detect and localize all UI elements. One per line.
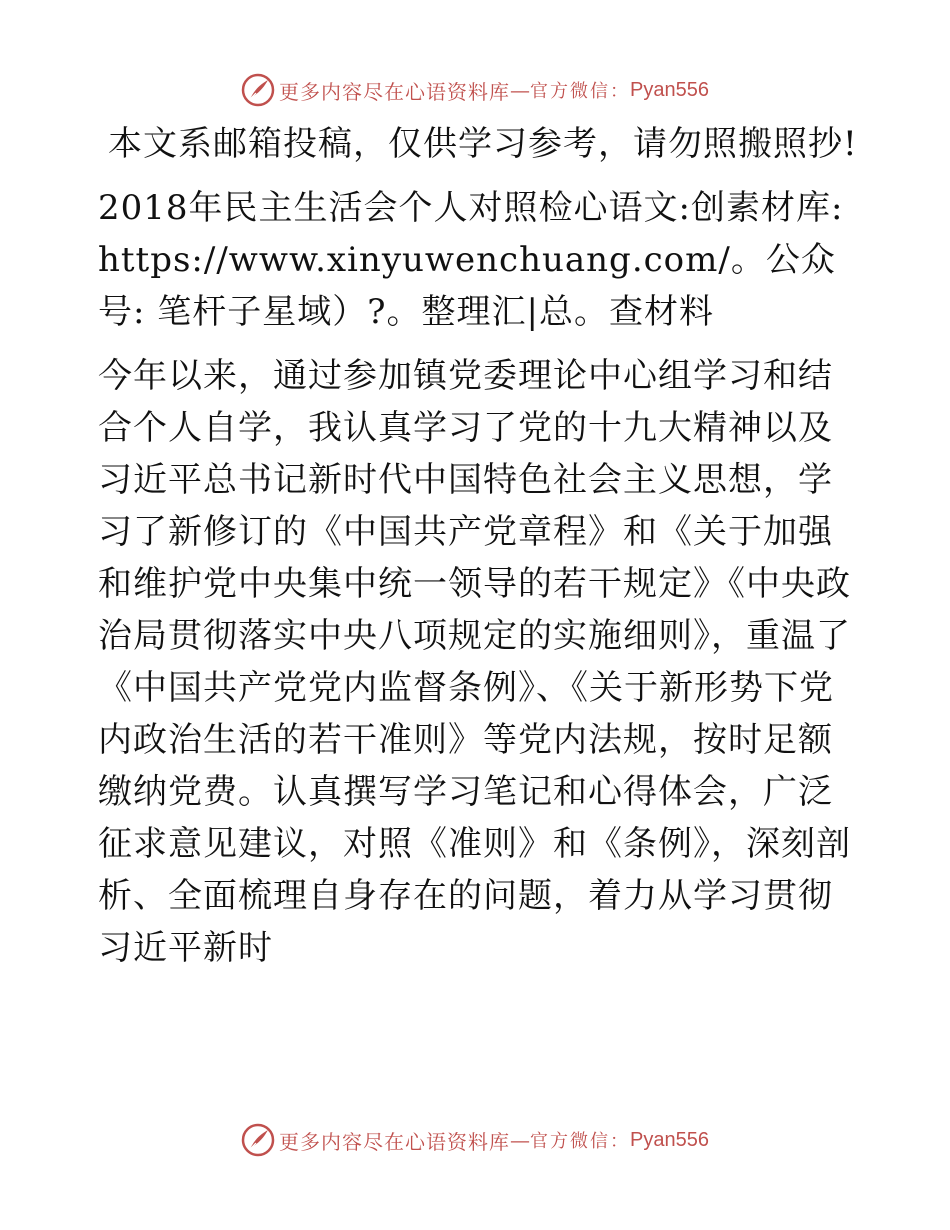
banner-main-text: 更多内容尽在心语资料库 xyxy=(279,1129,511,1154)
footer-banner xyxy=(0,1120,950,1160)
document-body xyxy=(98,118,858,986)
banner-wechat-id: Pyan556 xyxy=(630,1128,709,1151)
banner-wechat-label: 官方微信： xyxy=(530,1131,631,1152)
banner-main-text: 更多内容尽在心语资料库 xyxy=(279,79,511,104)
banner-wechat-label: 官方微信： xyxy=(530,81,631,102)
feather-pen-logo-icon xyxy=(241,1123,275,1157)
feather-pen-logo-icon xyxy=(241,73,275,107)
source-paragraph: 2018年民主生活会个人对照检心语文:创素材库: https://www.xinyuwenchuang.com/。公众号: 笔杆子星域）?。整理汇|总。查材料 xyxy=(98,188,844,332)
body-paragraph: 今年以来，通过参加镇党委理论中心组学习和结合个人自学，我认真学习了党的十九大精神以及习近平总书记新时代中国特色社会主义思想，学习了新修订的《中国共产党章程》和《关于加强和维护党中央集中统一领导的若干规定》《中央政治局贯彻落实中央八项规定的实施细则》，重温了《中国共产党党内监督条例》、《关于新形势下党内政治生活的若干准则》等党内法规，按时足额缴纳党费。认真撰写学习笔记和心得体会，广泛征求意见建议，对照《准则》和《条例》，深刻剖析、全面梳理自身存在的问题，着力从学习贯彻习近平新时 xyxy=(98,356,851,968)
banner-separator: — xyxy=(510,1128,531,1152)
header-banner xyxy=(0,70,950,110)
banner-wechat-id: Pyan556 xyxy=(630,78,709,101)
disclaimer-paragraph: 本文系邮箱投稿，仅供学习参考，请勿照搬照抄! xyxy=(108,124,858,164)
banner-separator: — xyxy=(510,78,531,102)
